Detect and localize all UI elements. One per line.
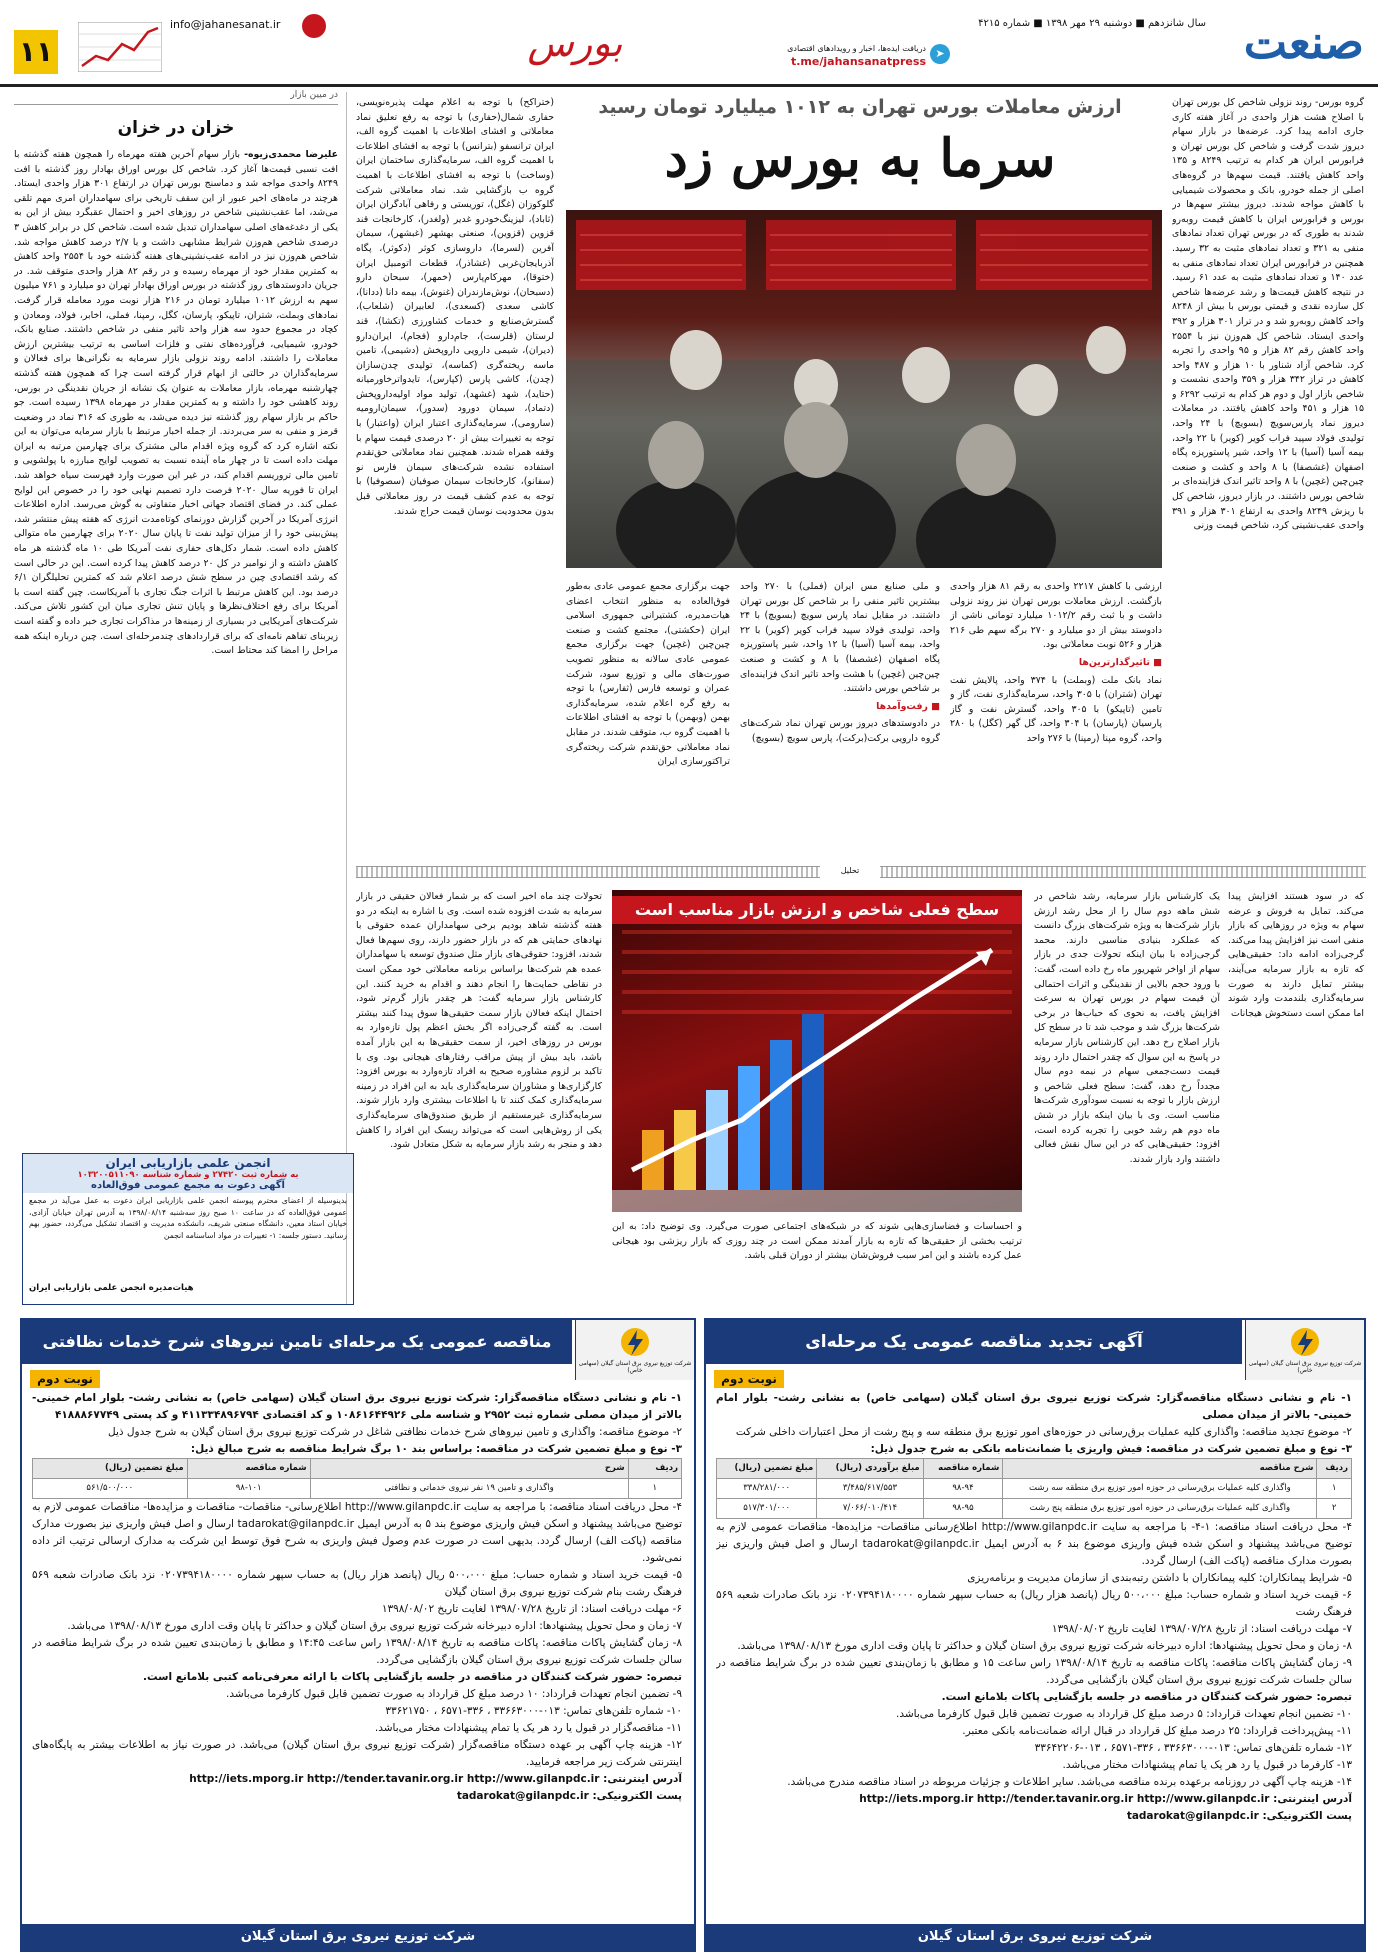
newspaper-logo[interactable]: صنعت xyxy=(1243,15,1364,69)
analysis-text: تحولات چند ماه اخیر است که بر شمار فعالان حقیقی در بازار سرمایه به شدت افزوده شده است. وی با اشاره به اینکه در دو هفته گذشته شاهد بودیم برخی سهامداران عمده حقوقی با نهادهای حمایتی هم که در بازار حضور دارند، روی سهم‌ها فعال شدند، افزود: حقوقی‌های بازار مثل صندوق توسعه یا سهامداران عمده هم شرکت‌ها براساس برنامه معاملاتی خود ممکن است در نقاطی حمایت‌ها را انجام دهند و اقدام به خرید کنند. این کارشناس بازار سرمایه گفت: هر چقدر بازار گرم‌تر شود، احتمال اینکه فعالان بازار سمت حقیقی‌ها سوق پیدا کنند بیشتر است. به گفته گرجی‌زاده اگر بخش اعظم پول تازه‌وارد به بورس در روزهای اخیر، از سمت حقیقی‌ها به این بازار آمده باشد، باید بیش از پیش مراقب رفتارهای هیجانی بود. وی با تاکید بر لزوم مشاوره صحیح به افراد تازه‌وارد به بورس افزود: کارگزاری‌ها و مشاوران سرمایه‌گذاری باید به این افراد در زمینه سرمایه‌گذاری کمک کنند تا با اطلاعات بیشتری وارد بازار شوند. سرمایه‌گذاری غیرمستقیم از طریق صندوق‌های سرمایه‌گذاری یکی از روش‌هایی است که می‌تواند ریسک این افراد را کاهش دهد و منجر به رشد بازار سرمایه به شکل متعادل شود. xyxy=(356,891,602,1151)
market-column-author: علیرضا محمدی‌زیوه- xyxy=(244,149,338,160)
article-column-mid xyxy=(740,580,940,850)
tender-table-header xyxy=(717,1459,1352,1479)
telegram-url[interactable]: t.me/jahansanatpress xyxy=(791,55,926,68)
ad-item: ۳- نوع و مبلغ تضمین شرکت در مناقصه: براساس بند ۱۰ برگ شرایط مناقصه به شرح مبالغ ذیل: xyxy=(190,1443,682,1455)
article-column-mid-left xyxy=(566,580,730,850)
article-text: در دادوستدهای دیروز بورس تهران نماد شرکت‌های گروه دارویی برکت(برکت)، پارس سویچ (بسویچ) xyxy=(740,718,940,744)
ad-item: ۹- تضمین انجام تعهدات قرارداد: ۱۰ درصد مبلغ کل قرارداد به صورت تضمین قابل قبول کارفرما می‌باشد. xyxy=(226,1688,682,1700)
power-company-logo xyxy=(575,1320,694,1380)
table-header-cell: مبلغ برآوردی (ریال) xyxy=(817,1459,923,1479)
ad-item: ۱۴- هزینه چاپ آگهی در روزنامه برعهده برنده مناقصه می‌باشد. سایر اطلاعات و جزئیات مربوطه در اسناد مناقصه مندرج می‌باشد. xyxy=(787,1776,1352,1788)
ad-item: ۷- زمان و محل تحویل پیشنهادها: اداره دبیرخانه شرکت توزیع نیروی برق استان گیلان و حداکثر تا پایان وقت اداری مورخ ۱۳۹۸/۰۸/۱۳ می‌باشد. xyxy=(67,1620,682,1632)
ad-item: ۶- قیمت خرید اسناد و شماره حساب: مبلغ ۵۰۰،۰۰۰ ریال (پانصد هزار ریال) به حساب سپهر شماره ۰۲۰۷۳۹۴۱۸۰۰۰۰ نزد بانک صادرات شعبه ۵۶۹ فرهنگ رشت xyxy=(716,1589,1352,1618)
article-text: (ختراکح) با توجه به اعلام مهلت پذیره‌نویسی، حفاری شمال(حفاری) با توجه به رفع تعلیق نماد معاملاتی و افشای اطلاعات با اهمیت گروه الف، ایران ترانسفو (بترانس) با توجه به افشای اطلاعات با اهمیت گروه الف، سرمایه‌گذاری ساختمان ایران (وساخت) با توجه به افشای اطلاعات با اهمیت گروه ب بازگشایی شد. نماد معاملاتی شرکت گلوکوزان (غگل)، توریستی و رفاهی آبادگران ایران (ثاباد)، لیزینگ‌خودرو غدیر (ولغدر)، کارخانجات قند قزوین (قزوین)، صنعتی بهشهر (غبشهر)، سیمان آفرین (لسرما)، داروسازی کوثر (دکوثر)، پگاه آذربایجان‌غربی (غشاذر)، قطعات اتومبیل ایران (ختوقا)، مهرکام‌پارس (خمهر)، سبحان دارو (دسبحان)، نوش‌مازندران (غنوش)، بیمه دانا (ددانا)، کاشی سعدی (کسعدی)، لعابیران (شلعاب)، گسترش‌صنایع و خدمات کشاورزی (تکشا)، قند لرستان (قلرست)، جام‌دارو (فجام)، ایران‌دارو (دیران)، شیمی دارویی داروپخش (دشیمی)، تامین ماسه ریخته‌گری (کماسه)، تولیدی چدن‌سازان (چدن)، کاشی پارس (کپارس)، تایدواتر‌خاورمیانه (حتاید)، شهد (غشهد)، تولید مواد اولیه‌داروپخش (دتماد)، سیمان دورود (سدور)، سیمان‌ارومیه (سارومی)، سرمایه‌گذاری اعتبار ایران (واعتبار) با توجه به تغییرات بیش از ۲۰ درصدی قیمت سهام با وقفه همراه شدند. همچنین نماد معاملاتی حق‌تقدم استفاده نشده شرکت‌های سیمان فارس نو (سفانو)، کارخانجات سیمان صوفیان (سصوفیا) با توجه به عدم کشف قیمت در روز معاملاتی قبل بدون محدودیت نوسان قیمت حراج شدند. xyxy=(356,97,554,517)
table-cell: ۹۸-۱۰۱ xyxy=(187,1479,310,1499)
ad-org-name: شرکت توزیع نیروی برق استان گیلان (سهامی خاص) xyxy=(578,1360,692,1374)
market-growth-photo xyxy=(612,890,1022,1212)
association-notice xyxy=(22,1153,354,1305)
article-subhead: ■ تاثیرگذارترین‌ها xyxy=(1078,656,1162,668)
ad-item: ۱۰- شماره تلفن‌های تماس: ۰۱۳-۳۳۶۶۳۰۰۰ ، ۳۳۶-۶۵۷۱ ، ۳۳۶۲۱۷۵۰ xyxy=(385,1705,682,1717)
article-subtitle: ارزش معاملات بورس تهران به ۱۰۱۲ میلیارد تومان رسید xyxy=(598,96,1122,118)
market-column-kicker: در میین بازار xyxy=(14,90,338,105)
article-text: و ملی صنایع مس ایران (فملی) با ۲۷۰ واحد بیشترین تاثیر منفی را بر شاخص کل بورس تهران داشتند. در مقابل نماد پارس سویچ (بسویچ) با ۲۴ واحد، تولیدی فولاد سپید فراب کویر (کویر) با ۲۲ واحد، بیمه آسیا (آسیا) با ۱۲ واحد، شیر پاستوریزه پگاه اصفهان (غشصفا) با ۸ و کشت و صنعت چین‌چین (غچین) با هشت واحد تاثیر اندک فزاینده‌ای بر شاخص بورس داشتند. xyxy=(740,581,940,695)
article-column-mid-right xyxy=(950,580,1162,850)
tender-table xyxy=(32,1458,682,1499)
article-headline: سرما به بورس زد xyxy=(664,128,1056,189)
ad-item: ۸- زمان گشایش پاکات مناقصه: پاکات مناقصه به تاریخ ۱۳۹۸/۰۸/۱۴ راس ساعت ۱۴:۴۵ و مطابق با زمان‌بندی تعیین شده در برگ شرایط مناقصه در سالن جلسات شرکت توزیع نیروی برق استان گیلان بازگشایی می‌گردد. xyxy=(32,1637,682,1666)
notice-heading: آگهی دعوت به مجمع عمومی فوق‌العاده xyxy=(91,1180,285,1191)
ad-item: ۶- مهلت دریافت اسناد: از تاریخ ۱۳۹۸/۰۷/۲۸ لغایت تاریخ ۱۳۹۸/۰۸/۰۲ xyxy=(381,1603,682,1615)
table-cell: ۹۸-۹۵ xyxy=(923,1499,1003,1519)
ad-item: تبصره: حضور شرکت کنندگان در مناقصه در جلسه بازگشایی پاکات با ارائه معرفی‌نامه کتبی بلامانع است. xyxy=(143,1671,682,1683)
notice-header xyxy=(23,1154,353,1193)
article-text: ارزشی با کاهش ۲۲۱۷ واحدی به رقم ۸۱ هزار واحدی بازگشت. ارزش معاملات بورس تهران نیز روند نزولی داشت و با ثبت رقم ۱۰۱۲/۲ میلیارد تومانی ناشی از دادوستد بیش از دو میلیارد و ۲۷۰ برگه سهم طی ۲۱۶ هزار و ۵۲۶ نوبت معاملاتی بود. xyxy=(950,581,1162,651)
market-growth-illustration xyxy=(612,890,1022,1212)
notice-registration: به شماره ثبت ۲۷۴۲۰ و شماره شناسه ۱۰۳۲۰۰۵۱۱۰۹۰ xyxy=(77,1170,299,1180)
analysis-title: سطح فعلی شاخص و ارزش بازار مناسب است xyxy=(612,896,1022,924)
ad-item: ۱۰- تضمین انجام تعهدات قرارداد: ۵ درصد مبلغ کل قرارداد به صورت تضمین قابل قبول کارفرما می‌باشد. xyxy=(896,1708,1352,1720)
trading-floor-illustration xyxy=(566,210,1162,568)
contact-email[interactable]: info@jahanesanat.ir xyxy=(170,18,281,31)
tender-table-body xyxy=(717,1479,1352,1519)
notice-title: انجمن علمی بازاریابی ایران xyxy=(105,1156,271,1170)
ad-item: پست الکترونیکی: tadarokat@gilanpdc.ir xyxy=(456,1790,682,1802)
telegram-block[interactable] xyxy=(760,44,950,72)
table-header-cell: ردیف xyxy=(628,1459,681,1479)
ad-item: ۹- زمان گشایش پاکات مناقصه: پاکات مناقصه به تاریخ ۱۳۹۸/۰۸/۱۴ راس ساعت ۱۵ و مطابق با زمان‌بندی تعیین شده در برگ شرایط مناقصه در سالن جلسات شرکت توزیع نیروی برق استان گیلان بازگشایی می‌گردد. xyxy=(716,1657,1352,1686)
table-cell: ۳۳۸/۲۸۱/۰۰۰ xyxy=(717,1479,817,1499)
article-column-right xyxy=(1172,96,1364,851)
ad-item: ۱- نام و نشانی دستگاه مناقصه‌گزار: شرکت توزیع نیروی برق استان گیلان (سهامی خاص) به نشانی رشت- بلوار امام خمینی- بالاتر از میدان مصلی xyxy=(716,1392,1352,1421)
article-text: نماد بانک ملت (وبملت) با ۳۷۴ واحد، پالایش نفت تهران (شتران) با ۳۰۵ واحد، سرمایه‌گذاری نفت، گاز و تامین (تاپیکو) با ۳۰۵ واحد، گسترش نفت و گاز پارسیان (پارسان) با ۳۰۴ واحد، گل گهر (کگل) با ۲۸۰ واحد، گروه مپنا (رمپنا) با ۲۷۶ واحد xyxy=(950,674,1162,744)
masthead xyxy=(0,0,1378,87)
ad-item: تبصره: حضور شرکت کنندگان در مناقصه در جلسه بازگشایی پاکات بلامانع است. xyxy=(941,1691,1352,1703)
column-divider xyxy=(346,92,347,1304)
ad-round-badge: نوبت دوم xyxy=(714,1370,784,1388)
ad-org-name: شرکت توزیع نیروی برق استان گیلان (سهامی خاص) xyxy=(1248,1360,1362,1374)
analysis-text: و احساسات و فضاسازی‌هایی شوند که در شبکه‌های اجتماعی صورت می‌گیرد. وی توضیح داد: به این ترتیب بخشی از حقیقی‌ها که تازه به بازار آمدند ممکن است در چند روزی که بازار ریزشی بود هیجانی عمل کرده باشند و این امر سبب فروش‌شان بیشتر از دوران قبلی باشد. xyxy=(612,1221,1022,1262)
table-row xyxy=(717,1499,1352,1519)
ad-item: ۴- محل دریافت اسناد مناقصه: ۱-۴- با مراجعه به سایت http://www.gilanpdc.ir اطلاع‌رسانی مناقصات- مزایده‌ها- مناقصات عمومی لازم به توضیح می‌باشد پیشنهاد و اسکن شده فیش واریزی موضوع بند ۶ به آدرس ایمیل tadarokat@gilanpdc.ir ارسال و اصل فیش واریزی نیز بصورت مدارک مناقصه (پاکت الف) ارسال گردد. xyxy=(716,1521,1352,1567)
ad-item: ۸- زمان و محل تحویل پیشنهادها: اداره دبیرخانه شرکت توزیع نیروی برق استان گیلان و حداکثر تا پایان وقت اداری مورخ ۱۳۹۸/۰۸/۱۳ می‌باشد. xyxy=(737,1640,1352,1652)
analysis-column-mid xyxy=(612,1220,1022,1312)
analysis-column-left xyxy=(356,890,602,1310)
trend-chart-icon xyxy=(78,22,162,72)
ad-item: ۳- نوع و مبلغ تضمین شرکت در مناقصه: فیش واریزی یا ضمانت‌نامه بانکی به شرح جدول ذیل: xyxy=(870,1443,1352,1455)
analysis-text: یک کارشناس بازار سرمایه، رشد شاخص در شش ماهه دوم سال را از محل رشد ارزش بازار شرکت‌ها به ویژه شرکت‌های بزرگ دانست که عملکرد بنیادی مناسبی دارند. محمد گرجی‌زاده با بیان اینکه تحولات جدی در بازار سهام از اواخر شهریور ماه رخ داده است، گفت: با ورود حجم بالایی از نقدینگی و اثرات احتمالی آن قیمت سهام در بورس تهران به سرعت افزایش یافت، به نحوی که حباب‌ها در برخی شرکت‌ها بزرگ شد و موجب شد تا در سطح کل بازار اصلاح رخ دهد. این کارشناس بازار سرمایه در پاسخ به این سوال که چقدر احتمال دارد روند قیمت دست‌جمعی سهام در نیمه دوم سال مجدداً رخ دهد، گفت: سطح فعلی شاخص و ارزش بازار با توجه به نسبت سودآوری شرکت‌ها مناسب است. وی با بیان اینکه بازار در شش ماه دوم هم رشد خوبی را تجربه کرده است، افزود: حقیقی‌هایی که در این سال نقش فعالی داشتند وارد بازار شدند. xyxy=(1034,891,1220,1165)
table-cell: ۲ xyxy=(1317,1499,1352,1519)
analysis-text: که در سود هستند افزایش پیدا می‌کند. تمایل به فروش و عرضه سهام به ویژه در روزهایی که بازار منفی است نیز افزایش پیدا می‌کند. گرجی‌زاده ادامه داد: حقیقی‌هایی که تازه به بازار سرمایه می‌آیند، بیشتر تمایل دارند به صورت سرمایه‌گذاری بلندمدت وارد شوند اما ممکن است دستخوش هیجانات xyxy=(1228,891,1364,1019)
ad-item: ۲- موضوع تجدید مناقصه: واگذاری کلیه عملیات برق‌رسانی در حوزه‌های امور توزیع برق منطقه سه و پنج رشت از محل اعتبارات داخلی شرکت xyxy=(735,1426,1352,1438)
notice-body: بدینوسیله از اعضای محترم پیوسته انجمن علمی بازاریابی ایران دعوت به عمل می‌آید در مجمع عمومی فوق‌العاده که در ساعت ۱۰ صبح روز سه‌شنبه ۱۳۹۸/۰۸/۱۴ به آدرس تهران خیابان آزادی، خیابان استاد معین، دانشگاه صنعتی شریف، دانشکده مدیریت و اقتصاد تشکیل می‌گردد، حضور بهم رسانید. دستور جلسه: ۱- تغییرات در مواد اساسنامه انجمن xyxy=(29,1196,348,1240)
ad-item: ۱- نام و نشانی دستگاه مناقصه‌گزار: شرکت توزیع نیروی برق استان گیلان (سهامی خاص) به نشانی رشت- بلوار امام خمینی- بالاتر از میدان مصلی شماره ثبت ۲۹۵۲ و شناسه ملی ۱۰۸۶۱۶۴۴۹۲۶ و کد اقتصادی ۴۱۱۳۳۴۸۹۶۷۹۴ و کد پستی ۴۱۸۸۸۶۷۷۴۹ xyxy=(32,1392,682,1421)
table-cell: ۱ xyxy=(628,1479,681,1499)
ad-item: ۱۱- مناقصه‌گزار در قبول یا رد هر یک یا تمام پیشنهادات مختار می‌باشد. xyxy=(374,1722,682,1734)
table-header-cell: مبلغ تضمین (ریال) xyxy=(33,1459,188,1479)
ad-item: آدرس اینترنتی: http://iets.mporg.ir http://tender.tavanir.org.ir http://www.gilanpdc.ir xyxy=(189,1773,682,1785)
ad-item: ۲- موضوع مناقصه: واگذاری و تامین نیروهای شرح خدمات نظافتی شاغل در شرکت توزیع نیروی برق استان گیلان به شرح جدول ذیل xyxy=(108,1426,682,1438)
tender-table-header xyxy=(33,1459,682,1479)
tender-table-body xyxy=(33,1479,682,1499)
tender-table xyxy=(716,1458,1352,1519)
ad-item: ۱۲- شماره تلفن‌های تماس: ۰۱۳-۳۳۶۶۳۰۰۰ ، ۳۳۶-۶۵۷۱ ، ۰۱۳-۳۳۶۴۲۲۰۶ xyxy=(1034,1742,1352,1754)
table-cell: ۵۶۱/۵۰۰/۰۰۰ xyxy=(33,1479,188,1499)
table-row xyxy=(717,1479,1352,1499)
tender-ad-title: آگهی تجدید مناقصه عمومی یک مرحله‌ای xyxy=(706,1320,1242,1364)
power-company-logo xyxy=(1245,1320,1364,1380)
ad-item: ۱۳- کارفرما در قبول یا رد هر یک یا تمام پیشنهادات مختار می‌باشد. xyxy=(1062,1759,1352,1771)
table-cell: واگذاری و تامین ۱۹ نفر نیروی خدماتی و نظافتی xyxy=(310,1479,628,1499)
article-subhead: ■ رفت‌وآمدها xyxy=(876,700,940,712)
market-column-body xyxy=(14,148,338,1146)
email-icon xyxy=(302,14,326,38)
analysis-column-far-right xyxy=(1228,890,1364,1310)
table-header-cell: شرح مناقصه xyxy=(1003,1459,1317,1479)
table-cell: ۹۸-۹۴ xyxy=(923,1479,1003,1499)
table-cell: ۳/۴۸۵/۶۱۷/۵۵۳ xyxy=(817,1479,923,1499)
analysis-column-right xyxy=(1034,890,1220,1310)
notice-signature: هیات‌مدیره انجمن علمی بازاریابی ایران xyxy=(29,1283,194,1293)
table-cell: واگذاری کلیه عملیات برق‌رسانی در حوزه امور توزیع برق منطقه پنج رشت xyxy=(1003,1499,1317,1519)
market-column-text: بازار سهام آخرین هفته مهرماه را همچون هفته گذشته با افت نسبی قیمت‌ها آغاز کرد. شاخص کل بورس اوراق بهادار روز گذشته با افت ۸۲۴۹ واحدی مواجه شد و دماسنج بورس تهران در ارتفاع ۳۰۱ هزار واحدی ایستاد. هرچند در ماه‌های اخیر عبور از این سقف تاریخی برای سهامداران امری مهم تلقی می‌شد، اما عقب‌نشینی شاخص در روزهای اخیر و احتمال عقبگرد بیش از این به یکی از دغدغه‌های اصلی سهامداران تبدیل شده است. شاخص کل در برابر کاهش ۳ درصدی شاخص هم‌وزن شرایط مشابهی داشت و با ۲/۷ درصد کاهش مواجه شد. شاخص هم‌وزن نیز در ادامه عقب‌نشینی‌های هفته گذشته خود با ۲۵۵۴ واحد کاهش به کمترین مقدار خود از مهرماه رسیده و در رقم ۸۲ هزار واحدی متوقف شد. در جریان دادوستدهای روز گذشته در بورس اوراق بهادار تهران دو میلیارد و ۷۶۱ میلیون سهم به ارزش ۱۰۱۲ میلیارد تومان در ۲۱۶ هزار نوبت مورد معامله قرار گرفت. نمادهای وبملت، شتران، تاپیکو، پارسان، کگل، رمپنا، فملی، اخابر، فولاد، ومعادن و کچاد در مجموع حدود سه هزار واحد تاثیر منفی در شاخص داشتند. صنایع بانک، خودرو، شیمیایی، فرآورده‌های نفتی و فلزات اساسی به ترتیب بیشترین ارزش معاملات را داشتند. ادامه روند نزولی بازار سرمایه به نگرانی‌ها برای فعالان و سرمایه‌گذاران در حالتی از ابهام قرار گرفته است چرا که همچون هفته گذشته چهارشنبه مهرماه، بازار معاملات به عنوان یک نشانه از جریان نقدینگی در بورس، روند کاهشی خود را داشته و به کمترین مقدار در مهرماه ۱۳۹۸ رسیده است. جو حاکم بر بازار سهام روز گذشته نیز دیده می‌شد، به طوری که ۳۱۶ نماد در وضعیت قرمز و منفی به سر می‌بردند. از جمله اخبار مرتبط با بازار سرمایه می‌توان به این نکته اشاره کرد که گروه ویژه اقدام مالی مشترک برای چهارمین مرتبه به ایران مهلت داده است تا در چهار ماه آینده نسبت به تصویب لوایح مبارزه با پولشویی و تامین مالی تروریسم اقدام کند، در غیر این صورت وارد فهرست سیاه خواهد شد. ایران تا فوریه سال ۲۰۲۰ فرصت دارد تصمیم نهایی خود را در خصوص این لوایح عملی کند. در فضای اقتصاد جهانی اخبار متفاوتی به گوش می‌رسد. اداره اطلاعات انرژی آمریکا در آخرین گزارش دورنمای کوتاه‌مدت انرژی که هفته پیش منتشر شد، پیش‌بینی خود را از میزان تولید نفت تا پایان سال ۲۰۲۰ برای چهارمین ماه متوالی کاهش داده است. شمار دکل‌های حفاری نفت آمریکا طی ۱۰ ماه گذشته هر ماه کاهش داشته و از نوامبر در کل ۲۰ درصد کاهش پیدا کرده است. این در حالی است که رشد اقتصادی چین در سطح شش درصد اعلام شد که کمترین تحلیلگران ۶/۱ درصد بود. این کاهش مرتبط با اثرات جنگ تجاری با آمریکاست. چین گفته است با آمریکا برای رفع اختلاف‌نظرها و پایان تنش تجاری میان این کشور تلاش می‌کند. شرکت‌های آمریکایی در بسیاری از زمینه‌ها در مذاکرات تجاری خبر داده و گفته است زیربنای تفاهم نامه‌ای که برای قراردادهای چندمرحله‌ای است. چین درباره اینکه همه مراحل را امضا کند محتاط است. xyxy=(14,149,338,657)
table-header-cell: شماره مناقصه xyxy=(187,1459,310,1479)
table-header-cell: مبلغ تضمین (ریال) xyxy=(717,1459,817,1479)
article-text: گروه بورس- روند نزولی شاخص کل بورس تهران با اصلاح هشت هزار واحدی در آغاز هفته کاری جاری ادامه پیدا کرد. عرضه‌ها در بازار سهام دیروز شدت گرفت و شاخص کل بورس تهران و فرابورس ایران هر کدام به ترتیب ۸۲۴۹ و ۱۳۵ واحد کاهش یافتند. قیمت سهم‌ها در گروه‌های اصلی از جمله خودرو، بانک و محصولات شیمیایی با کاهش مواجه شدند. دیروز بیشتر سهم‌ها در بورس و فرابورس ایران با کاهش قیمت روبه‌رو شدند به طوری که در بورس تهران تعداد نمادهای منفی به ۳۲۱ و تعداد نمادهای مثبت به ۳۲ رسید. همچنین در فرابورس ایران تعداد نمادهای منفی به عدد ۱۴۰ و تعداد نمادهای مثبت به عدد ۶۱ رسید. در نتیجه کاهش قیمت‌ها و رشد عرضه‌ها شاخص کل سازده نقدی و قیمتی بورس با بیش از ۸۲۴۸ واحد کاهش روبه‌رو شد و در تراز ۳۰۱ هزار و ۳۹۲ واحدی ایستاد. شاخص کل هم‌وزن نیز با ۲۵۵۴ واحد کاهش رقم ۸۲ هزار و ۹۵ واحدی را تجربه کرد. شاخص آزاد شناور با ۱۰ هزار و ۴۸۷ واحد کاهش در تراز ۳۴۲ هزار و ۳۵۹ واحدی نشست و شاخص بازار اول و دوم هر کدام به ترتیب ۶۲۹۲ و ۱۵ هزار و ۴۵۱ واحد کاهش یافتند. در معاملات دیروز نماد پارس‌سویچ (بسویچ) با ۲۴ واحد، تولیدی فولاد سپید فراب کویر (کویر) با ۲۲ واحد، بیمه آسیا (آسیا) با ۱۲ واحد، شیر پاستوریزه پگاه اصفهان (غشصفا) با ۸ واحد و کشت و صنعت چین‌چین (غچین) با ۸ واحد تاثیر اندک فزاینده‌ای بر شاخص بورس داشتند. در بازار دیروز، شاخص کل با ریزش ۸۲۴۹ واحدی به ارتفاع ۳۰۱ هزار و ۳۹۱ واحدی عقب‌نشینی کرد، شاخص قیمت وزنی xyxy=(1172,97,1364,532)
article-column-left xyxy=(356,96,554,851)
table-row xyxy=(33,1479,682,1499)
section-title: بورس xyxy=(527,21,623,65)
ad-item: پست الکترونیکی: tadarokat@gilanpdc.ir xyxy=(1126,1810,1352,1822)
market-column-title: خزان در خزان xyxy=(117,118,235,138)
table-header-cell: شرح xyxy=(310,1459,628,1479)
telegram-tagline: دریافت ایده‌ها، اخبار و رویدادهای اقتصادی xyxy=(787,44,926,53)
table-cell: ۷/۰۶۶/۰۱۰/۴۱۴ xyxy=(817,1499,923,1519)
tender-ad-left xyxy=(20,1318,696,1952)
tender-ad-footer: شرکت توزیع نیروی برق استان گیلان xyxy=(706,1924,1364,1950)
table-cell: ۱ xyxy=(1317,1479,1352,1499)
table-cell: ۵۱۷/۳۰۱/۰۰۰ xyxy=(717,1499,817,1519)
tender-ad-body xyxy=(32,1390,682,1914)
ad-item: ۱۲- هزینه چاپ آگهی بر عهده دستگاه مناقصه‌گزار (شرکت توزیع نیروی برق استان گیلان) می‌باشد. در صورت نیاز به اطلاعات بیشتر به پایگاه‌های اینترنتی شرکت زیر مراجعه فرمایید. xyxy=(32,1739,682,1768)
tender-ad-footer: شرکت توزیع نیروی برق استان گیلان xyxy=(22,1924,694,1950)
ad-item: آدرس اینترنتی: http://iets.mporg.ir http://tender.tavanir.org.ir http://www.gilanpdc.ir xyxy=(859,1793,1352,1805)
ad-item: ۵- قیمت خرید اسناد و شماره حساب: مبلغ ۵۰۰،۰۰۰ ریال (پانصد هزار ریال) به حساب سپهر شماره ۰۲۰۷۳۹۴۱۸۰۰۰۰ نزد بانک صادرات شعبه ۵۶۹ فرهنگ رشت بنام شرکت توزیع نیروی برق استان گیلان xyxy=(32,1569,682,1598)
table-cell: واگذاری کلیه عملیات برق‌رسانی در حوزه امور توزیع برق منطقه سه رشت xyxy=(1003,1479,1317,1499)
ad-item: ۴- محل دریافت اسناد مناقصه: با مراجعه به سایت http://www.gilanpdc.ir اطلاع‌رسانی- مناقصات- مناقصات و مزایده‌ها- مناقصات عمومی لازم به توضیح می‌باشد پیشنهاد و اسکن فیش واریزی موضوع بند ۵ به آدرس ایمیل tadarokat@gilanpdc.ir ارسال و اصل فیش واریزی نیز بصورت مدارک مناقصه (پاکت الف) ارسال گردد. بدیهی است در صورت عدم وصول فیش واریزی به شرح فوق توسط این شرکت به مدارک ارسالی ترتیب اثر داده نمی‌شود. xyxy=(32,1501,682,1564)
divider-label: تحلیل xyxy=(820,864,880,878)
tender-ad-right xyxy=(704,1318,1366,1952)
trading-floor-photo xyxy=(566,210,1162,568)
page-number: ۱۱ xyxy=(14,30,58,74)
telegram-icon: ➤ xyxy=(930,44,950,64)
tender-ad-body xyxy=(716,1390,1352,1914)
table-header-cell: شماره مناقصه xyxy=(923,1459,1003,1479)
ad-item: ۵- شرایط پیمانکاران: کلیه پیمانکاران با داشتن رتبه‌بندی از سازمان مدیریت و برنامه‌ریزی xyxy=(967,1572,1352,1584)
ad-item: ۱۱- پیش‌پرداخت قرارداد: ۲۵ درصد مبلغ کل قرارداد در قبال ارائه ضمانت‌نامه بانکی معتبر. xyxy=(962,1725,1352,1737)
ad-round-badge: نوبت دوم xyxy=(30,1370,100,1388)
table-header-cell: ردیف xyxy=(1317,1459,1352,1479)
ad-item: ۷- مهلت دریافت اسناد: از تاریخ ۱۳۹۸/۰۷/۲۸ لغایت تاریخ ۱۳۹۸/۰۸/۰۲ xyxy=(1051,1623,1352,1635)
tender-ad-title: مناقصه عمومی یک مرحله‌ای تامین نیروهای شرح خدمات نظافتی xyxy=(22,1320,572,1364)
issue-info: سال شانزدهم ■ دوشنبه ۲۹ مهر ۱۳۹۸ ■ شماره ۴۲۱۵ xyxy=(978,18,1206,29)
article-text: جهت برگزاری مجمع عمومی عادی به‌طور فوق‌العاده به منظور انتخاب اعضای هیات‌مدیره، کشتیرانی جمهوری اسلامی ایران (حکشتی)، مجتمع کشت و صنعت چین‌چین (غچین) جهت برگزاری مجمع عمومی عادی سالانه به منظور تصویب صورت‌های مالی و توزیع سود، شرکت عمران و توسعه فارس (ثفارس) با توجه به رفع گره اعلام شده، سرمایه‌گذاری بهمن (وبهمن) با توجه به افشای اطلاعات با اهمیت گروه ب، متوقف شدند. در مقابل نماد معاملاتی حق‌تقدم شرکت ریخته‌گری تراکتورسازی ایران xyxy=(566,581,730,768)
